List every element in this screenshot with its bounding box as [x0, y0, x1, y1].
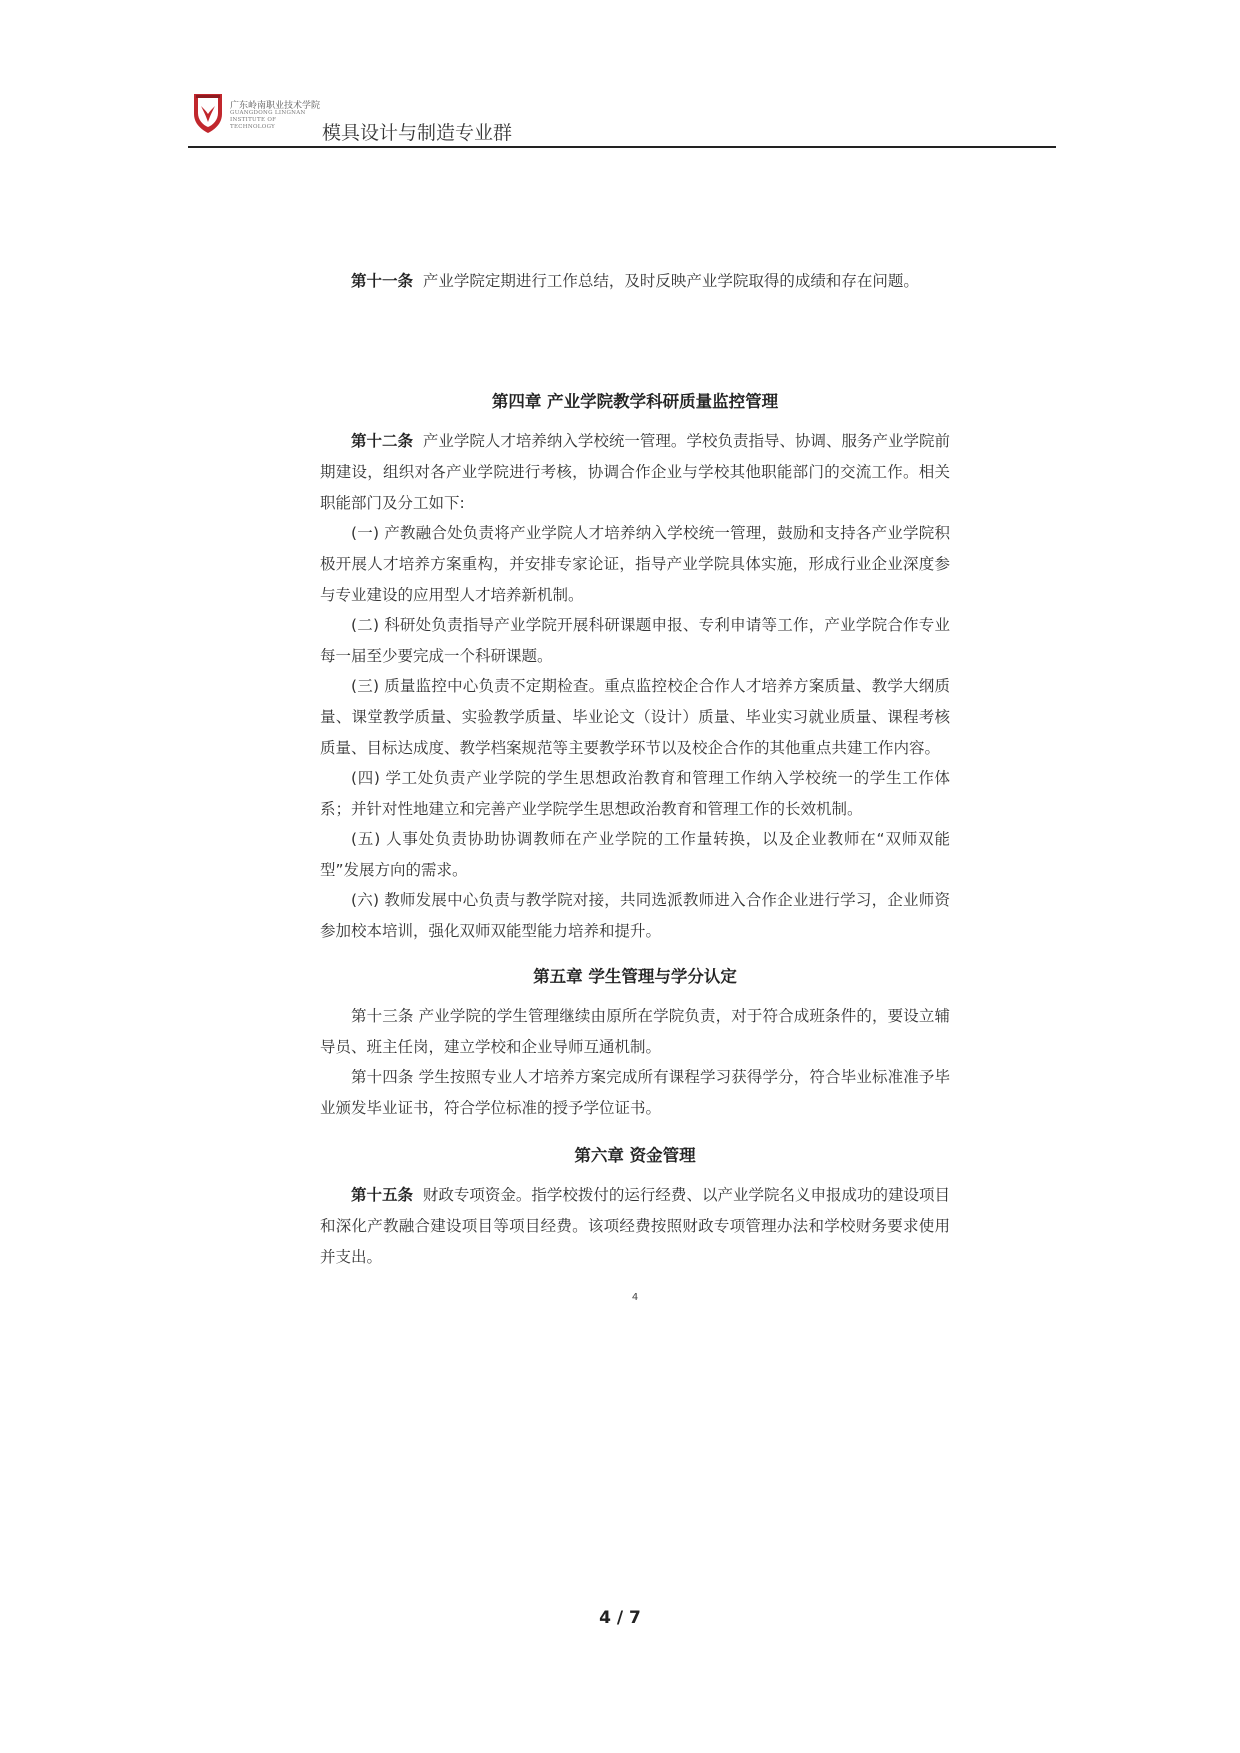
article-14: 第十四条 学生按照专业人才培养方案完成所有课程学习获得学分，符合毕业标准准予毕业颁发毕业证书，符合学位标准的授予学位证书。 — [320, 1068, 950, 1117]
article-11 — [320, 266, 950, 297]
article-12-item-5: (五) 人事处负责协助协调教师在产业学院的工作量转换，以及企业教师在“双师双能型”发展方向的需求。 — [320, 830, 950, 879]
inner-page-number: 4 — [631, 1292, 639, 1303]
article-12 — [320, 426, 950, 519]
article-12-label: 第十二条 — [351, 432, 414, 450]
article-12-item-2: (二) 科研处负责指导产业学院开展科研课题申报、专利申请等工作，产业学院合作专业每一届至少要完成一个科研课题。 — [320, 616, 950, 665]
article-12-item-3: (三) 质量监控中心负责不定期检查。重点监控校企合作人才培养方案质量、教学大纲质量、课堂教学质量、实验教学质量、毕业论文（设计）质量、毕业实习就业质量、课程考核质量、目标达成度、教学档案规范等主要教学环节以及校企合作的其他重点共建工作内容。 — [320, 677, 950, 757]
chapter-5-title: 第五章 学生管理与学分认定 — [533, 967, 737, 986]
article-11-text: 产业学院定期进行工作总结，及时反映产业学院取得的成绩和存在问题。 — [422, 272, 919, 290]
page-header — [188, 88, 1056, 148]
article-12-item-4: (四) 学工处负责产业学院的学生思想政治教育和管理工作纳入学校统一的学生工作体系；并针对性地建立和完善产业学院学生思想政治教育和管理工作的长效机制。 — [320, 769, 950, 818]
major-group-title: 模具设计与制造专业群 — [322, 122, 513, 144]
institution-name-en: GUANGDONG LINGNAN INSTITUTE OF TECHNOLOGY — [230, 110, 306, 130]
chapter-6-title: 第六章 资金管理 — [574, 1146, 696, 1165]
institution-name-cn: 广东岭南职业技术学院 — [230, 101, 321, 111]
article-12-item-6: (六) 教师发展中心负责与教学院对接，共同选派教师进入合作企业进行学习，企业师资参加校本培训，强化双师双能型能力培养和提升。 — [320, 891, 950, 940]
article-15-label: 第十五条 — [351, 1186, 414, 1204]
article-11-label: 第十一条 — [351, 272, 414, 290]
article-13: 第十三条 产业学院的学生管理继续由原所在学院负责，对于符合成班条件的，要设立辅导员、班主任岗，建立学校和企业导师互通机制。 — [320, 1007, 950, 1056]
school-logo-icon — [192, 92, 224, 134]
chapter-4-title: 第四章 产业学院教学科研质量监控管理 — [491, 392, 779, 411]
page-indicator: 4 / 7 — [599, 1608, 641, 1628]
article-15-text: 财政专项资金。指学校拨付的运行经费、以产业学院名义申报成功的建设项目和深化产教融合建设项目等项目经费。该项经费按照财政专项管理办法和学校财务要求使用并支出。 — [320, 1186, 950, 1266]
article-12-item-1: (一) 产教融合处负责将产业学院人才培养纳入学校统一管理，鼓励和支持各产业学院积极开展人才培养方案重构，并安排专家论证，指导产业学院具体实施，形成行业企业深度参与专业建设的应用型人才培养新机制。 — [320, 524, 950, 604]
article-15 — [320, 1180, 950, 1273]
article-12-text: 产业学院人才培养纳入学校统一管理。学校负责指导、协调、服务产业学院前期建设，组织对各产业学院进行考核，协调合作企业与学校其他职能部门的交流工作。相关职能部门及分工如下: — [320, 432, 950, 512]
